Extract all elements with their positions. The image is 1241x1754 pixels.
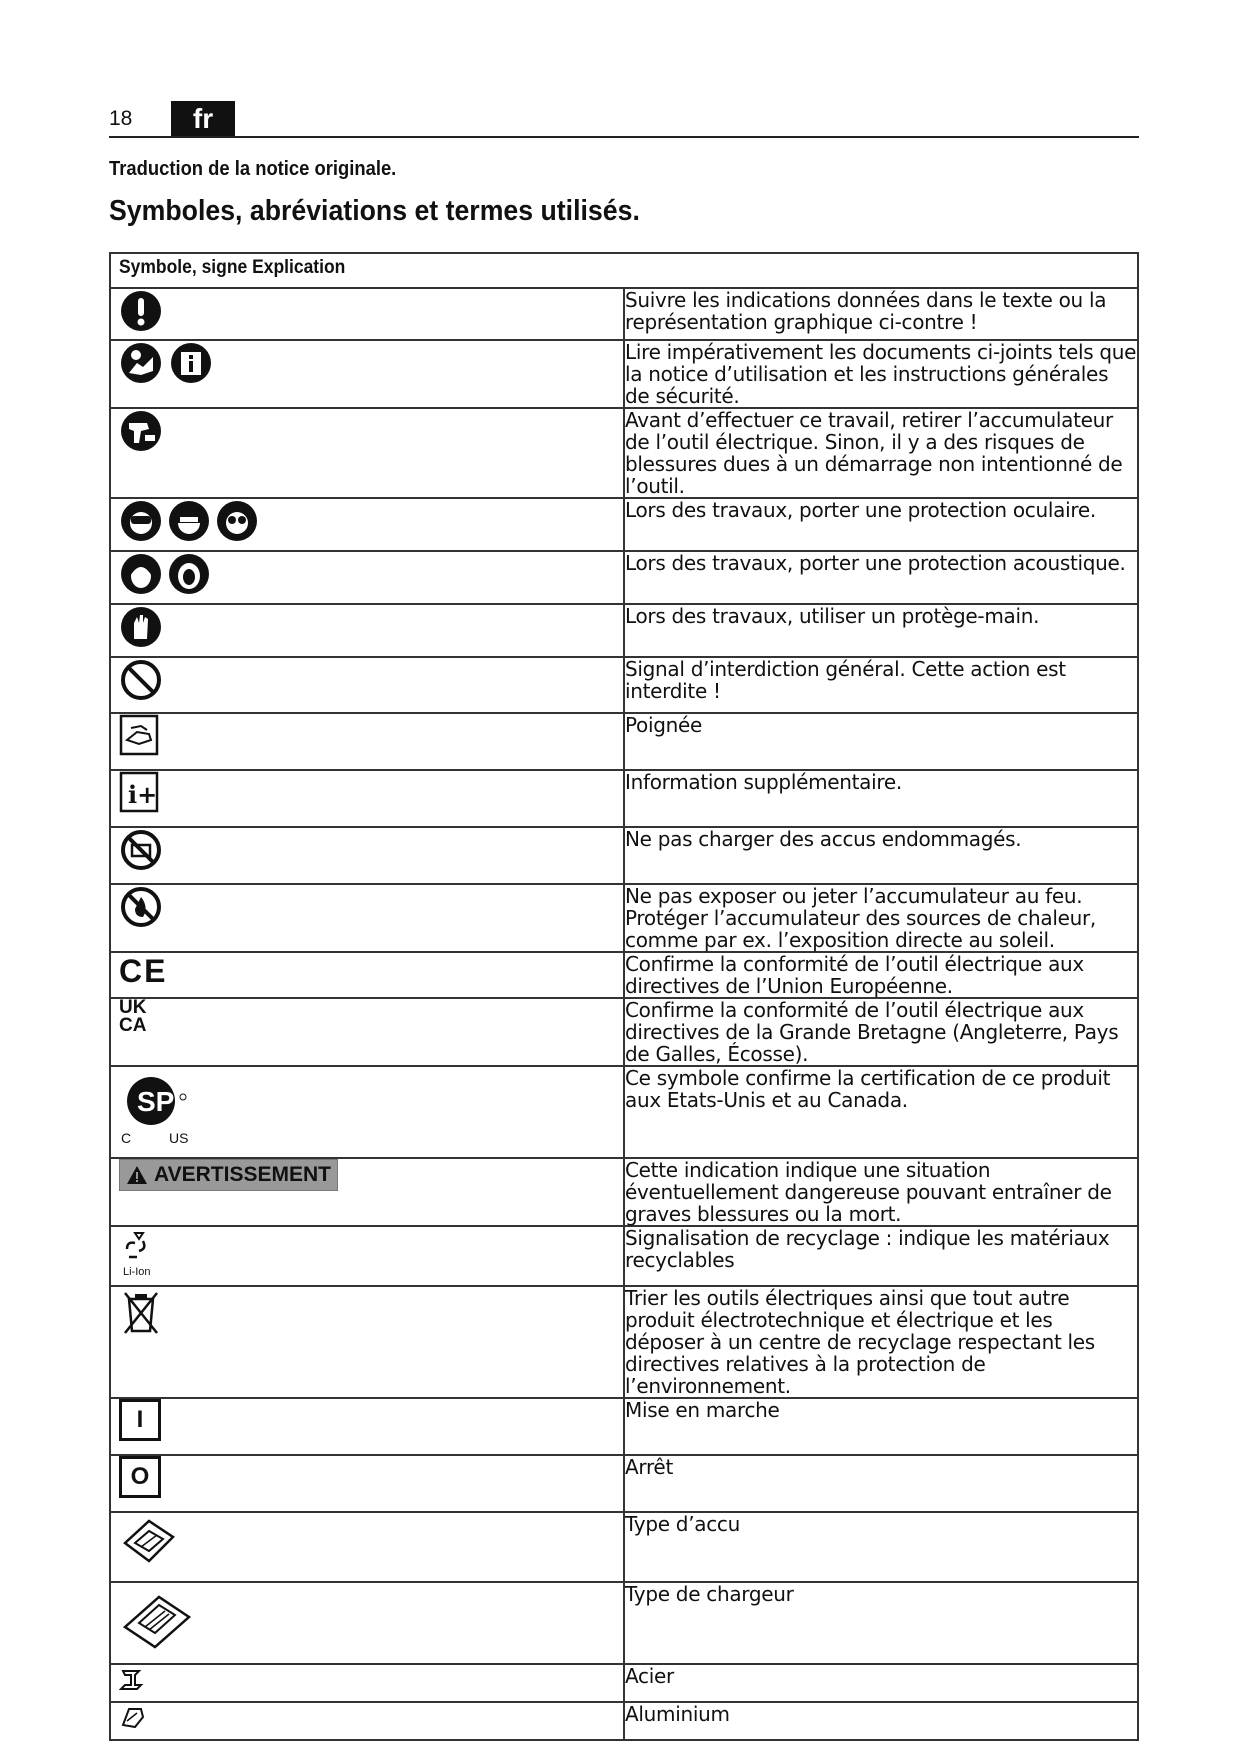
info-plus-icon xyxy=(119,771,159,813)
table-row xyxy=(110,1158,1138,1226)
no-fire-icon xyxy=(119,885,163,929)
ear-protection-icon xyxy=(167,552,211,596)
row-description: Mise en marche xyxy=(624,1398,1138,1455)
warning-label-icon: AVERTISSEMENT xyxy=(119,1159,338,1191)
handle-icon xyxy=(119,714,159,756)
table-header: Symbole, signe Explication xyxy=(110,253,1138,288)
table-row xyxy=(110,884,1138,952)
switch-on-icon: I xyxy=(119,1399,161,1441)
csa-mark-icon xyxy=(119,1067,209,1147)
exclamation-icon xyxy=(119,289,163,333)
table-row xyxy=(110,952,1138,998)
row-description: Confirme la conformité de l’outil électrique aux directives de l’Union Européenne. xyxy=(624,952,1138,998)
table-row xyxy=(110,770,1138,827)
ce-mark-icon: CE xyxy=(119,953,168,989)
svg-text:i+: i+ xyxy=(128,780,158,809)
row-description: Lors des travaux, porter une protection acoustique. xyxy=(624,551,1138,604)
table-row xyxy=(110,1286,1138,1398)
table-row xyxy=(110,657,1138,713)
table-row xyxy=(110,1066,1138,1158)
safety-goggles-icon xyxy=(119,499,163,543)
info-booklet-icon xyxy=(169,341,213,385)
page-number: 18 xyxy=(109,107,133,130)
ear-muffs-icon xyxy=(119,552,163,596)
row-description: Ce symbole confirme la certification de ce produit aux Etats-Unis et au Canada. xyxy=(624,1066,1138,1158)
prohibition-icon xyxy=(119,658,163,702)
row-description: Cette indication indique une situation éventuellement dangereuse pouvant entraîner de graves blessures ou la mort. xyxy=(624,1158,1138,1226)
table-row xyxy=(110,998,1138,1066)
svg-text:SP: SP xyxy=(137,1086,175,1117)
table-row xyxy=(110,340,1138,408)
table-row xyxy=(110,498,1138,551)
table-row xyxy=(110,1455,1138,1512)
row-description: Type d’accu xyxy=(624,1512,1138,1582)
row-description: Acier xyxy=(624,1664,1138,1702)
row-description: Information supplémentaire. xyxy=(624,770,1138,827)
remove-battery-icon xyxy=(119,409,163,453)
row-description: Trier les outils électriques ainsi que tout autre produit électrotechnique et électrique et les déposer à un centre de recyclage respectant les directives relatives à la protection de l’environnement. xyxy=(624,1286,1138,1398)
row-description: Confirme la conformité de l’outil électrique aux directives de la Grande Bretagne (Angleterre, Pays de Galles, Écosse). xyxy=(624,998,1138,1066)
table-row xyxy=(110,604,1138,657)
document-title: Symboles, abréviations et termes utilisés. xyxy=(109,195,640,227)
table-row xyxy=(110,1582,1138,1664)
ukca-mark-icon: UK CA xyxy=(119,997,147,1036)
face-shield-icon xyxy=(167,499,211,543)
row-description: Ne pas charger des accus endommagés. xyxy=(624,827,1138,884)
header-rule xyxy=(109,136,1139,138)
row-description: Poignée xyxy=(624,713,1138,770)
row-description: Lors des travaux, porter une protection oculaire. xyxy=(624,498,1138,551)
row-description: Signal d’interdiction général. Cette action est interdite ! xyxy=(624,657,1138,713)
row-description: Avant d’effectuer ce travail, retirer l’accumulateur de l’outil électrique. Sinon, il y a des risques de blessures dues à un démarrage non intentionné de l’outil. xyxy=(624,408,1138,498)
charger-icon xyxy=(119,1583,195,1653)
table-row xyxy=(110,1512,1138,1582)
svg-text:Li-Ion: Li-Ion xyxy=(123,1266,151,1278)
battery-pack-icon xyxy=(119,1513,179,1569)
steel-icon xyxy=(119,1665,147,1693)
row-description: Suivre les indications données dans le texte ou la représentation graphique ci-contre ! xyxy=(624,288,1138,340)
row-description: Type de chargeur xyxy=(624,1582,1138,1664)
no-damaged-battery-icon xyxy=(119,828,163,872)
row-description: Lire impérativement les documents ci-joints tels que la notice d’utilisation et les instructions générales de sécurité. xyxy=(625,340,1137,408)
row-description: Signalisation de recyclage : indique les matériaux recyclables xyxy=(624,1226,1138,1286)
safety-glasses-icon xyxy=(215,499,259,543)
table-row xyxy=(110,408,1138,498)
weee-bin-icon xyxy=(119,1287,163,1339)
warning-triangle-icon xyxy=(126,1165,148,1185)
gloves-icon xyxy=(119,605,163,649)
symbols-table xyxy=(109,252,1139,1741)
row-description: Arrêt xyxy=(624,1455,1138,1512)
switch-off-icon: O xyxy=(119,1456,161,1498)
svg-text:C: C xyxy=(121,1130,132,1146)
row-description: Aluminium xyxy=(624,1702,1138,1740)
table-row xyxy=(110,551,1138,604)
svg-text:US: US xyxy=(169,1130,189,1146)
language-badge: fr xyxy=(171,101,235,137)
read-manual-icon xyxy=(119,341,163,385)
table-row xyxy=(110,1398,1138,1455)
row-description: Lors des travaux, utiliser un protège-main. xyxy=(624,604,1138,657)
table-row xyxy=(110,713,1138,770)
document-subtitle: Traduction de la notice originale. xyxy=(109,158,397,180)
aluminium-icon xyxy=(119,1703,147,1731)
table-row xyxy=(110,827,1138,884)
recycling-li-ion-icon xyxy=(119,1227,163,1279)
table-row xyxy=(110,1226,1138,1286)
table-row xyxy=(110,1664,1138,1702)
row-description: Ne pas exposer ou jeter l’accumulateur au feu. Protéger l’accumulateur des sources de chaleur, comme par ex. l’exposition directe au soleil. xyxy=(624,884,1138,952)
table-row xyxy=(110,288,1138,340)
table-row xyxy=(110,1702,1138,1740)
